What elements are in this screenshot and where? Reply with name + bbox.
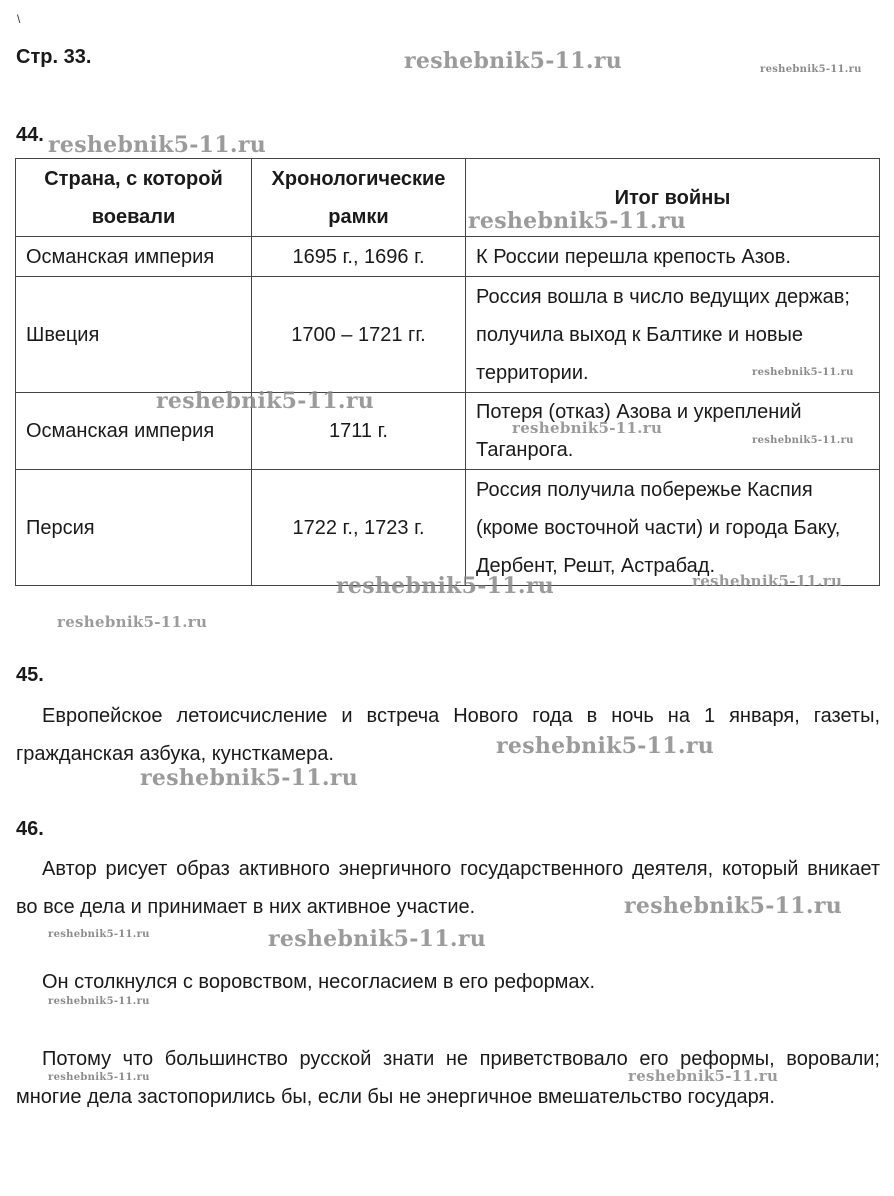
task-46-paragraph: Потому что большинство русской знати не приветствовало его реформы, воровали; многие дела застопорились бы, если бы не энергичное вмешательство государя. [16, 1048, 880, 1108]
table-row [16, 277, 880, 393]
watermark: reshebnik5-11.ru [692, 572, 843, 590]
watermark: reshebnik5-11.ru [512, 419, 663, 437]
header-result: Итог войны [466, 159, 880, 237]
cell-country: Османская империя [16, 237, 252, 277]
watermark: reshebnik5-11.ru [156, 388, 375, 414]
watermark: reshebnik5-11.ru [628, 1067, 779, 1085]
task-46-paragraph: Он столкнулся с воровством, несогласием в его реформах. [42, 971, 596, 993]
task-45-number: 45. [16, 664, 44, 686]
watermark: reshebnik5-11.ru [268, 926, 487, 952]
wars-table [15, 158, 880, 586]
cell-country: Османская империя [16, 393, 252, 470]
watermark: reshebnik5-11.ru [468, 208, 687, 234]
cell-country: Швеция [16, 277, 252, 393]
watermark: reshebnik5-11.ru [760, 64, 862, 75]
table-header-row [16, 159, 880, 237]
cell-country: Персия [16, 470, 252, 586]
watermark: reshebnik5-11.ru [140, 765, 359, 791]
watermark: reshebnik5-11.ru [48, 1072, 150, 1083]
watermark: reshebnik5-11.ru [48, 996, 150, 1007]
watermark: reshebnik5-11.ru [496, 733, 715, 759]
cell-result: Потеря (отказ) Азова и укреплений Таганрога. [466, 393, 880, 470]
cell-timeframe: 1695 г., 1696 г. [252, 237, 466, 277]
watermark: reshebnik5-11.ru [48, 132, 267, 158]
watermark: reshebnik5-11.ru [336, 573, 555, 599]
task-46-paragraph: Автор рисует образ активного энергичного государственного деятеля, который вникает во все дела и принимает в них активное участие. [16, 858, 880, 918]
watermark: reshebnik5-11.ru [57, 613, 208, 631]
cell-result: Россия получила побережье Каспия (кроме восточной части) и города Баку, Дербент, Решт, Астрабад. [466, 470, 880, 586]
header-country: Страна, с которой воевали [16, 159, 252, 237]
task-44-number: 44. [16, 124, 44, 146]
watermark: reshebnik5-11.ru [624, 893, 843, 919]
cell-result: Россия вошла в число ведущих держав; получила выход к Балтике и новые территории. [466, 277, 880, 393]
corner-mark: \ [17, 12, 21, 26]
task-46-number: 46. [16, 818, 44, 840]
table-row [16, 393, 880, 470]
cell-result: К России перешла крепость Азов. [466, 237, 880, 277]
task-45-answer: Европейское летоисчисление и встреча Нового года в ночь на 1 января, газеты, гражданская азбука, кунсткамера. [16, 705, 880, 765]
header-timeframe: Хронологические рамки [252, 159, 466, 237]
watermark: reshebnik5-11.ru [752, 367, 854, 378]
cell-timeframe: 1711 г. [252, 393, 466, 470]
watermark: reshebnik5-11.ru [404, 48, 623, 74]
table-row [16, 470, 880, 586]
cell-timeframe: 1722 г., 1723 г. [252, 470, 466, 586]
table-row [16, 237, 880, 277]
page-number: Стр. 33. [16, 46, 92, 68]
watermark: reshebnik5-11.ru [48, 929, 150, 940]
cell-timeframe: 1700 – 1721 гг. [252, 277, 466, 393]
watermark: reshebnik5-11.ru [752, 435, 854, 446]
